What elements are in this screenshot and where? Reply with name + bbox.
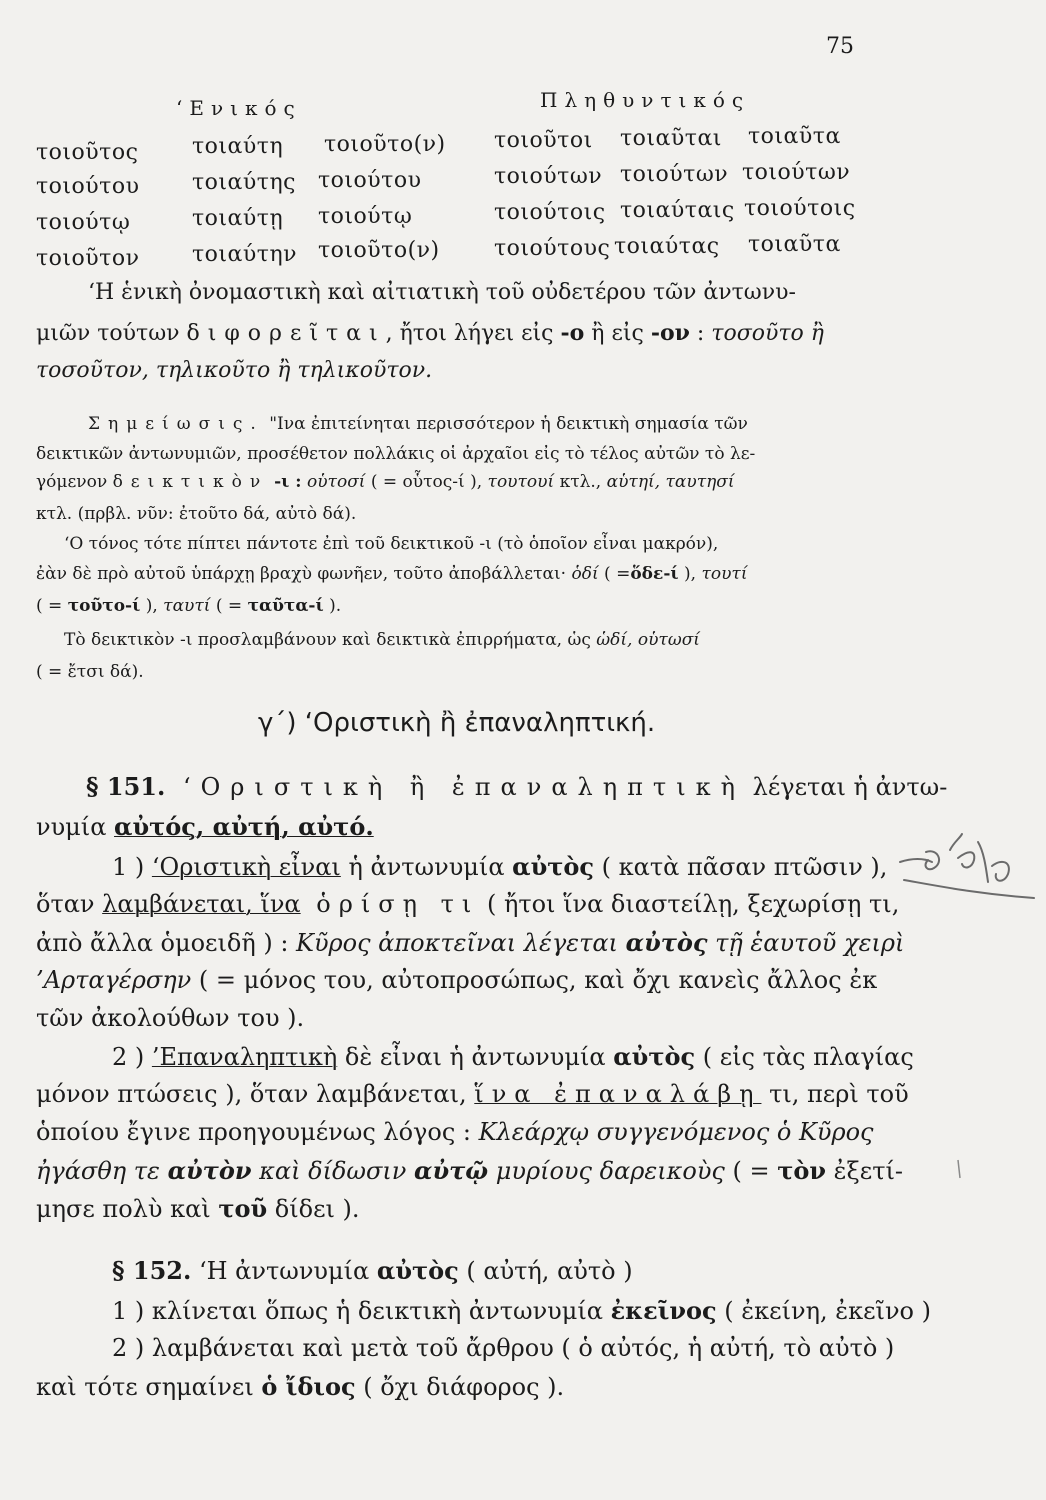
italic-example: Κλεάρχῳ συγγενόμενος ὁ Κῦρος (478, 1118, 874, 1146)
section-number: § 151. (86, 772, 166, 801)
bold-term: αὐτὸς (613, 1042, 696, 1071)
text-line (112, 1042, 914, 1071)
table-cell: τοιαύτην (192, 242, 297, 267)
handwritten-margin-note (898, 828, 1038, 918)
spaced-term: δεικτικὸν (112, 472, 269, 492)
table-cell: τοιούτοις (494, 200, 606, 225)
table-cell: τοιούτῳ (318, 204, 413, 229)
text-span: ( ἐκείνη, ἐκεῖνο ) (716, 1297, 931, 1325)
bold-term: ἐκεῖνος (610, 1296, 717, 1325)
italic-example: τῇ ἑαυτοῦ χειρὶ (707, 929, 905, 957)
text-span: ( αὐτή, αὐτὸ ) (458, 1257, 633, 1285)
italic-example: ’Αρταγέρσην (36, 966, 192, 994)
text-line (36, 472, 735, 492)
table-cell: τοιαῦτα (748, 232, 841, 257)
text-span: ( = οὗτος-ί ), (365, 472, 488, 492)
bold-term: τοῦτο-ί (67, 596, 141, 616)
text-line (36, 1080, 909, 1108)
table-cell: τοιαύτας (614, 234, 720, 259)
underlined-term: ἵνα ἐπαναλάβῃ (474, 1080, 762, 1108)
text-line: τοσοῦτον, τηλικοῦτο ἢ τηλικοῦτον. (36, 358, 433, 383)
table-cell: τοιούτῳ (36, 210, 131, 235)
text-span: ἐξετί- (826, 1157, 903, 1185)
italic-example: ἠγάσθη τε (36, 1157, 168, 1185)
text-line: ‘Ο τόνος τότε πίπτει πάντοτε ἐπὶ τοῦ δεικτικοῦ -ι (τὸ ὁποῖον εἶναι μακρόν), (64, 534, 719, 554)
italic-example: ὡδί, οὑτωσί (596, 630, 700, 650)
table-cell: τοιαῦτα (748, 124, 841, 149)
text-span: : (689, 321, 712, 346)
text-span: νυμία (36, 813, 115, 841)
italic-example: καὶ δίδωσιν (251, 1157, 415, 1185)
text-line (36, 812, 374, 841)
italic-example: τοσοῦτο ἢ (711, 321, 824, 346)
bold-term: ὅδε-ί (630, 564, 679, 584)
bold-term: ταῦτα-ί (247, 596, 324, 616)
italic-example: ὁδί (571, 564, 599, 584)
text-span: ), (140, 596, 164, 616)
text-line: ( = ἔτσι δά). (36, 662, 144, 682)
section-heading: γ΄) ‘Οριστικὴ ἢ ἐπαναληπτική. (258, 708, 656, 738)
text-span: μησε πολὺ καὶ (36, 1195, 219, 1223)
text-span: ( κατὰ πᾶσαν πτῶσιν ), (594, 853, 888, 881)
margin-tick-mark (954, 1158, 964, 1180)
table-cell: τοιούτων (620, 162, 729, 187)
text-span: δίδει ). (267, 1195, 360, 1223)
table-cell: τοιοῦτος (36, 140, 139, 165)
text-line (112, 1296, 931, 1325)
text-line (36, 564, 748, 584)
table-cell: τοιοῦτον (36, 246, 140, 271)
bold-term: αὐτῷ (414, 1156, 489, 1185)
text-span: ( εἰς τὰς πλαγίας (695, 1043, 914, 1071)
text-line (36, 1372, 564, 1401)
text-span: ὁποίου ἔγινε προηγουμένως λόγος : (36, 1118, 479, 1146)
text-span: δὲ εἶναι ἡ ἀντωνυμία (337, 1043, 614, 1071)
text-span: ‘Η ἀντωνυμία (191, 1257, 377, 1285)
text-line (36, 1156, 903, 1185)
bold-term: -ον (650, 320, 690, 346)
underlined-term: ’Επαναληπτικὴ (151, 1043, 338, 1071)
note-label: Σημείωσις. (88, 414, 264, 434)
text-line (36, 320, 824, 346)
page-number: 75 (826, 34, 854, 59)
text-span: ), (678, 564, 702, 584)
text-span: λέγεται ἡ ἀντω- (744, 773, 948, 801)
bold-term: αὐτός, αὐτή, αὐτό. (114, 812, 374, 841)
table-cell: τοιοῦτο(ν) (324, 132, 446, 157)
bold-term: ὁ ἴδιος (261, 1372, 356, 1401)
text-line (36, 596, 341, 616)
italic-example: αὑτηί, ταυτησί (606, 472, 735, 492)
bold-term: τὸν (777, 1156, 827, 1185)
text-span: ( = μόνος του, αὐτοπροσώπως, καὶ ὄχι κανεὶς ἄλλος ἐκ (191, 966, 878, 994)
text-span: 2 ) (112, 1043, 152, 1071)
bold-term: αὐτὸς (512, 852, 595, 881)
text-span: ( = (210, 596, 248, 616)
text-span: Τὸ δεικτικὸν -ι προσλαμβάνουν καὶ δεικτικὰ ἐπιρρήματα, ὡς (64, 630, 597, 650)
text-line: δεικτικῶν ἀντωνυμιῶν, προσέθετον πολλάκις οἱ ἀρχαῖοι εἰς τὸ τέλος αὐτῶν τὸ λε- (36, 444, 756, 464)
italic-example: τουτί (701, 564, 748, 584)
text-span: τι, περὶ τοῦ (761, 1080, 909, 1108)
table-cell: τοιούτων (494, 164, 603, 189)
table-cell: τοιαύτῃ (192, 206, 284, 231)
text-span: ( = (36, 596, 68, 616)
bold-term: αὐτὸς (376, 1256, 459, 1285)
text-span: ἐὰν δὲ πρὸ αὐτοῦ ὑπάρχῃ βραχὺ φωνῆεν, τοῦτο ἀποβάλλεται· (36, 564, 572, 584)
text-span: μόνον πτώσεις ), ὅταν λαμβάνεται, (36, 1080, 475, 1108)
italic-example: ταυτί (163, 596, 211, 616)
text-span: καὶ τότε σημαίνει (36, 1373, 262, 1401)
italic-example: μυρίους δαρεικοὺς (488, 1157, 725, 1185)
text-span: ). (323, 596, 342, 616)
text-span: ( ὄχι διάφορος ). (355, 1373, 565, 1401)
italic-example: οὑτοσί (301, 472, 366, 492)
table-cell: τοιοῦτο(ν) (318, 238, 440, 263)
text-span: γόμενον (36, 472, 113, 492)
text-span: ἀπὸ ἄλλα ὁμοειδῆ ) : (36, 929, 297, 957)
text-line (112, 1256, 633, 1285)
text-span: ὅταν (36, 890, 103, 918)
text-line: ‘Η ἑνικὴ ὀνομαστικὴ καὶ αἰτιατικὴ τοῦ οὐδετέρου τῶν ἀντωνυ- (88, 280, 796, 305)
text-line (86, 772, 947, 801)
table-cell: τοιούτου (36, 174, 140, 199)
section-number: § 152. (112, 1256, 192, 1285)
text-span: ( ἤτοι ἵνα διαστείλῃ, ξεχωρίσῃ τι, (479, 890, 900, 918)
italic-example: τουτουί (487, 472, 555, 492)
text-span: ἡ ἀντωνυμία (340, 853, 513, 881)
text-line (88, 414, 748, 434)
spaced-term: ‘Οριστικὴ ἢ ἐπαναληπτικὴ (165, 773, 745, 801)
text-line (112, 852, 887, 881)
table-cell: τοιαύτη (192, 134, 284, 159)
table-cell: τοιούτοις (744, 196, 856, 221)
table-cell: τοιαῦται (620, 126, 722, 151)
text-line (36, 1118, 873, 1146)
bold-term: αὐτὸν (167, 1156, 252, 1185)
text-span: ( = (724, 1157, 778, 1185)
text-span: 1 ) κλίνεται ὅπως ἡ δεικτικὴ ἀντωνυμία (112, 1297, 611, 1325)
text-span: "Ινα ἐπιτείνηται περισσότερον ἡ δεικτικὴ σημασία τῶν (263, 414, 748, 434)
bold-term: -ο (560, 320, 585, 346)
table-cell: τοιοῦτοι (494, 128, 593, 153)
table-cell: τοιαύτης (192, 170, 296, 195)
text-span: 1 ) (112, 853, 152, 881)
singular-header: ‘Ενικός (176, 96, 302, 120)
table-cell: τοιούτου (318, 168, 422, 193)
text-line (36, 890, 899, 918)
bold-term: αὐτὸς (625, 928, 708, 957)
text-span: ( = (598, 564, 631, 584)
underlined-term: λαμβάνεται, ἵνα (102, 890, 301, 918)
table-cell: τοιούτων (742, 160, 851, 185)
spaced-term: διφορεῖται (186, 321, 386, 346)
text-span: μιῶν τούτων (36, 321, 187, 346)
spaced-term: ὁρίσῃ τι (300, 890, 480, 918)
text-span: , ἤτοι λήγει εἰς (385, 321, 561, 346)
text-line (64, 630, 700, 650)
text-line (36, 1194, 360, 1223)
plural-header: Πληθυντικός (540, 88, 751, 112)
text-line (36, 928, 904, 957)
italic-example: Κῦρος ἀποκτεῖναι λέγεται (296, 929, 626, 957)
text-line: κτλ. (πρβλ. νῦν: ἐτοῦτο δά, αὐτὸ δά). (36, 504, 357, 524)
bold-term: τοῦ (218, 1194, 268, 1223)
text-line: τῶν ἀκολούθων του ). (36, 1004, 305, 1032)
bold-term: -ι : (268, 472, 302, 492)
table-cell: τοιούτους (494, 236, 611, 261)
underlined-term: ‘Οριστικὴ εἶναι (151, 853, 341, 881)
text-line: 2 ) λαμβάνεται καὶ μετὰ τοῦ ἄρθρου ( ὁ αὐτός, ἡ αὐτή, τὸ αὐτὸ ) (112, 1334, 895, 1362)
text-span: ἢ εἰς (584, 321, 651, 346)
text-span: κτλ., (554, 472, 607, 492)
table-cell: τοιαύταις (620, 198, 735, 223)
text-line (36, 966, 877, 994)
